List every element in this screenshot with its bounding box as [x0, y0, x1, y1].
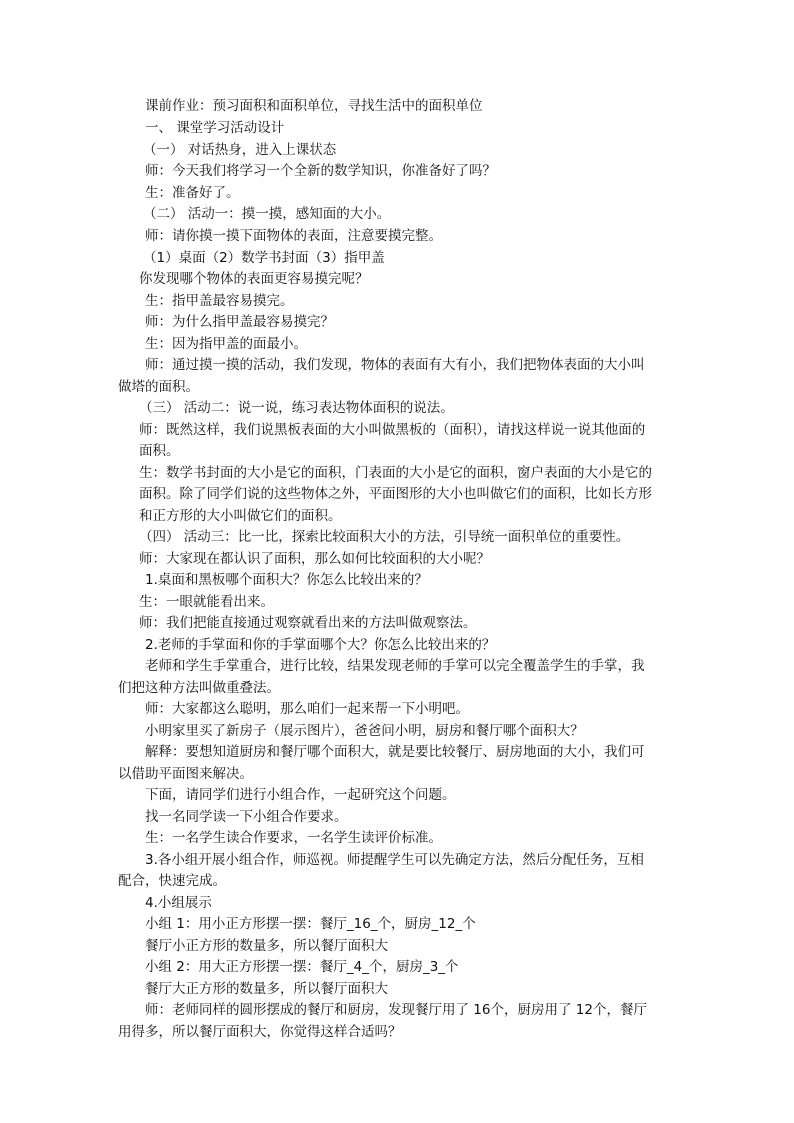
text-line: 配合，快速完成。	[118, 873, 226, 889]
text-line: 生：一名学生读合作要求，一名学生读评价标准。	[145, 830, 442, 846]
text-line: 2.老师的手掌面和你的手掌面哪个大？你怎么比较出来的？	[145, 637, 496, 653]
text-line: 餐厅大正方形的数量多，所以餐厅面积大	[145, 981, 388, 997]
text-line: 小明家里买了新房子（展示图片），爸爸问小明，厨房和餐厅哪个面积大？	[145, 723, 584, 739]
text-line: 一、 课堂学习活动设计	[145, 120, 285, 136]
text-line: 师：我们把能直接通过观察就看出来的方法叫做观察法。	[139, 615, 477, 631]
text-line: 以借助平面图来解决。	[118, 766, 253, 782]
text-line: 1.桌面和黑板哪个面积大？你怎么比较出来的？	[145, 572, 428, 588]
text-line: 生：指甲盖最容易摸完。	[145, 293, 294, 309]
text-line: 做塔的面积。	[118, 379, 199, 395]
text-line: 师：大家都这么聪明，那么咱们一起来帮一下小明吧。	[145, 701, 469, 717]
text-line: 用得多，所以餐厅面积大，你觉得这样合适吗？	[118, 1024, 402, 1040]
text-line: 生：一眼就能看出来。	[139, 594, 274, 610]
text-line: 解释：要想知道厨房和餐厅哪个面积大，就是要比较餐厅、厨房地面的大小，我们可	[145, 744, 645, 760]
text-line: 师：大家现在都认识了面积，那么如何比较面积的大小呢？	[139, 551, 490, 567]
text-line: （1）桌面（2）数学书封面（3）指甲盖	[143, 250, 385, 266]
text-line: 4.小组展示	[145, 895, 212, 911]
text-line: 生：准备好了。	[145, 185, 240, 201]
text-line: 3.各小组开展小组合作，师巡视。师提醒学生可以先确定方法，然后分配任务，互相	[145, 852, 644, 868]
text-line: 们把这种方法叫做重叠法。	[118, 680, 280, 696]
text-line: （三） 活动二：说一说，练习表达物体面积的说法。	[139, 400, 454, 416]
text-line: 小组 1：用小正方形摆一摆：餐厅_16_个，厨房_12_个	[145, 916, 476, 932]
text-line: 师：通过摸一摸的活动，我们发现，物体的表面有大有小，我们把物体表面的大小叫	[145, 357, 645, 373]
text-line: 和正方形的大小叫做它们的面积。	[139, 508, 342, 524]
text-line: （一） 对话热身，进入上课状态	[143, 142, 337, 158]
text-line: 下面，请同学们进行小组合作，一起研究这个问题。	[145, 787, 456, 803]
text-line: 面积。	[139, 443, 180, 459]
text-line: 师：既然这样，我们说黑板表面的大小叫做黑板的（面积），请找这样说一说其他面的	[139, 422, 646, 438]
text-line: 课前作业：预习面积和面积单位，寻找生活中的面积单位	[145, 98, 483, 114]
text-line: 生：因为指甲盖的面最小。	[145, 336, 307, 352]
text-line: 生：数学书封面的大小是它的面积，门表面的大小是它的面积，窗户表面的大小是它的	[139, 465, 652, 481]
text-line: 师：为什么指甲盖最容易摸完？	[145, 314, 334, 330]
text-line: 餐厅小正方形的数量多，所以餐厅面积大	[145, 938, 388, 954]
text-line: 面积。除了同学们说的这些物体之外，平面图形的大小也叫做它们的面积，比如长方形	[139, 486, 652, 502]
text-line: （二） 活动一：摸一摸，感知面的大小。	[143, 206, 391, 222]
text-line: 师：今天我们将学习一个全新的数学知识，你准备好了吗？	[145, 163, 496, 179]
text-line: 师：老师同样的圆形摆成的餐厅和厨房，发现餐厅用了 16个，厨房用了 12个，餐厅	[145, 1002, 647, 1018]
text-line: 小组 2：用大正方形摆一摆：餐厅_4_个，厨房_3_个	[145, 959, 459, 975]
text-line: 师：请你摸一摸下面物体的表面，注意要摸完整。	[145, 228, 442, 244]
text-line: 你发现哪个物体的表面更容易摸完呢？	[139, 271, 369, 287]
text-line: （四） 活动三：比一比，探索比较面积大小的方法，引导统一面积单位的重要性。	[139, 529, 630, 545]
text-line: 老师和学生手掌重合，进行比较，结果发现老师的手掌可以完全覆盖学生的手掌，我	[145, 658, 645, 674]
text-line: 找一名同学读一下小组合作要求。	[145, 809, 348, 825]
